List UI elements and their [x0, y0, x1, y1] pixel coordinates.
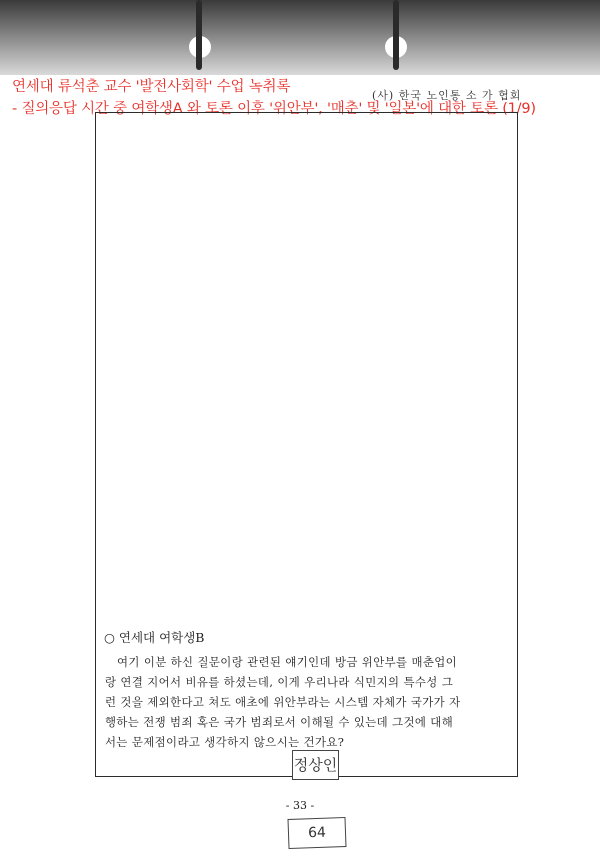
scan-shadow: [0, 0, 600, 75]
overlay-title-line1: 연세대 류석춘 교수 '발전사회학' 수업 녹취록: [12, 79, 291, 95]
page-number: - 33 -: [285, 799, 315, 812]
transcript-line: 서는 문제점이라고 생각하지 않으시는 건가요?: [105, 735, 345, 749]
binder-clip-right: [393, 0, 399, 70]
transcript-line: 런 것을 제외한다고 쳐도 애초에 위안부라는 시스템 자체가 국가가 자: [105, 695, 461, 709]
transcript-paragraph: [105, 652, 509, 752]
speaker-label: ○ 연세대 여학생B: [104, 630, 205, 645]
transcript-line: 행하는 전쟁 범죄 혹은 국가 범죄로서 이해될 수 있는데 그것에 대해: [105, 715, 454, 729]
organization-header: (사) 한국 노인통 소 가 협회: [372, 89, 522, 102]
overlay-title-line2: - 질의응답 시간 중 여학생A 와 토론 이후 '위안부', '매춘' 및 '일본'에 대한 토론 (1/9): [12, 101, 536, 117]
transcript-line: 여기 이분 하신 질문이랑 관련된 얘기인데 방금 위안부를 매춘업이: [117, 655, 458, 669]
handwritten-page-number: 64: [287, 817, 346, 849]
signature-stamp: 정상인: [292, 750, 339, 780]
transcript-line: 랑 연결 지어서 비유를 하셨는데, 이게 우리나라 식민지의 특수성 그: [105, 675, 454, 689]
binder-clip-left: [196, 0, 202, 70]
